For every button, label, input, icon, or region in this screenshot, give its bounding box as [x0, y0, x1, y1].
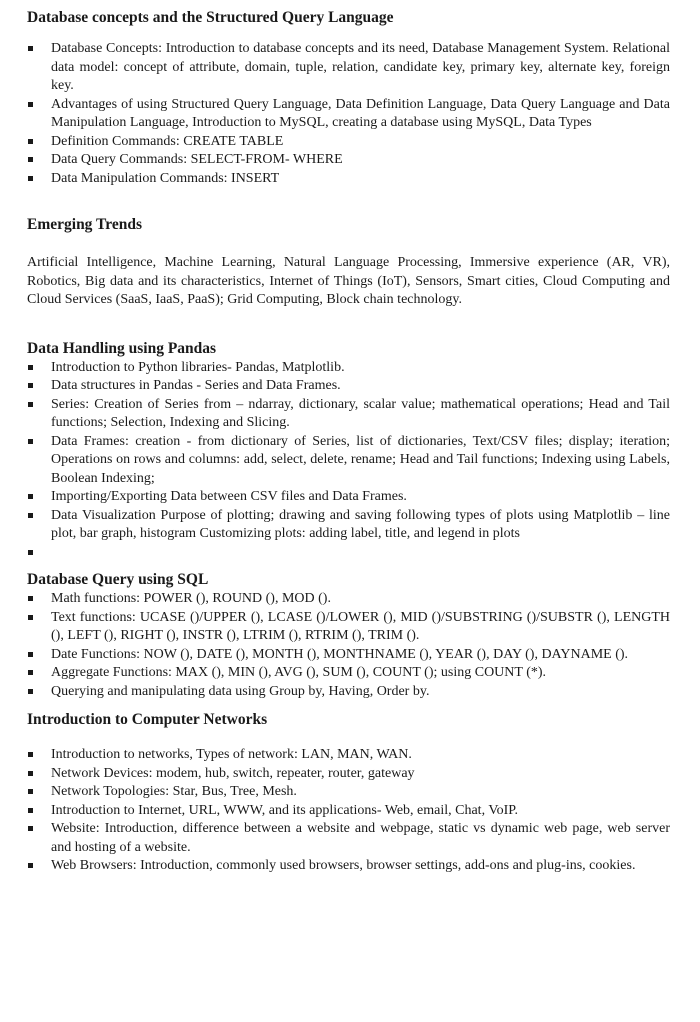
list-item: Network Devices: modem, hub, switch, repeater, router, gateway — [27, 765, 670, 784]
list-item: Database Concepts: Introduction to database concepts and its need, Database Management System. Relational data model: concept of attribute, domain, tuple, relation, candidate key, primary key, alternate key, foreign key. — [27, 40, 670, 96]
section-title: Database concepts and the Structured Query Language — [27, 9, 394, 26]
list-item — [27, 544, 670, 563]
list-item: Introduction to Python libraries- Pandas, Matplotlib. — [27, 359, 670, 378]
list-item: Aggregate Functions: MAX (), MIN (), AVG (), SUM (), COUNT (); using COUNT (*). — [27, 664, 670, 683]
list-item: Introduction to networks, Types of network: LAN, MAN, WAN. — [27, 746, 670, 765]
list-item: Importing/Exporting Data between CSV files and Data Frames. — [27, 488, 670, 507]
list-item: Data Frames: creation - from dictionary of Series, list of dictionaries, Text/CSV files; display; iteration; Operations on rows and columns: add, select, delete, rename; Head and Tail functions; Indexing using Labels, Boolean Indexing; — [27, 433, 670, 489]
list-item: Data Manipulation Commands: INSERT — [27, 170, 670, 189]
topic-list — [27, 40, 670, 188]
list-item: Advantages of using Structured Query Language, Data Definition Language, Data Query Language and Data Manipulation Language, Introduction to MySQL, creating a database using MySQL, Data Types — [27, 96, 670, 133]
section-title: Introduction to Computer Networks — [27, 711, 268, 728]
list-item: Text functions: UCASE ()/UPPER (), LCASE ()/LOWER (), MID ()/SUBSTRING ()/SUBSTR (), LENGTH (), LEFT (), RIGHT (), INSTR (), LTRIM (), RTRIM (), TRIM (). — [27, 609, 670, 646]
list-item: Website: Introduction, difference between a website and webpage, static vs dynamic web page, web server and hosting of a website. — [27, 820, 670, 857]
section-title: Database Query using SQL — [27, 571, 209, 588]
list-item: Date Functions: NOW (), DATE (), MONTH (), MONTHNAME (), YEAR (), DAY (), DAYNAME (). — [27, 646, 670, 665]
topic-list — [27, 359, 670, 563]
section-title: Emerging Trends — [27, 216, 142, 233]
topic-list — [27, 590, 670, 701]
list-item: Querying and manipulating data using Group by, Having, Order by. — [27, 683, 670, 702]
section-emerging-trends — [27, 215, 670, 310]
topic-list — [27, 746, 670, 876]
list-item: Web Browsers: Introduction, commonly used browsers, browser settings, add-ons and plug-ins, cookies. — [27, 857, 670, 876]
list-item: Data Visualization Purpose of plotting; drawing and saving following types of plots using Matplotlib – line plot, bar graph, histogram Customizing plots: adding label, title, and legend in plots — [27, 507, 670, 544]
list-item: Network Topologies: Star, Bus, Tree, Mesh. — [27, 783, 670, 802]
list-item: Data structures in Pandas - Series and Data Frames. — [27, 377, 670, 396]
list-item: Math functions: POWER (), ROUND (), MOD (). — [27, 590, 670, 609]
list-item: Series: Creation of Series from – ndarray, dictionary, scalar value; mathematical operations; Head and Tail functions; Selection, Indexing and Slicing. — [27, 396, 670, 433]
list-item: Definition Commands: CREATE TABLE — [27, 133, 670, 152]
section-data-handling-pandas — [27, 339, 670, 563]
section-title: Data Handling using Pandas — [27, 339, 217, 357]
section-database-concepts — [27, 8, 670, 188]
section-database-query-sql — [27, 570, 670, 701]
list-item: Introduction to Internet, URL, WWW, and its applications- Web, email, Chat, VoIP. — [27, 802, 670, 821]
list-item: Data Query Commands: SELECT-FROM- WHERE — [27, 151, 670, 170]
topic-paragraph: Artificial Intelligence, Machine Learning, Natural Language Processing, Immersive experience (AR, VR), Robotics, Big data and its characteristics, Internet of Things (IoT), Sensors, Smart cities, Cloud Computing and Cloud Services (SaaS, IaaS, PaaS); Grid Computing, Block chain technology. — [27, 255, 670, 307]
section-computer-networks — [27, 710, 670, 876]
